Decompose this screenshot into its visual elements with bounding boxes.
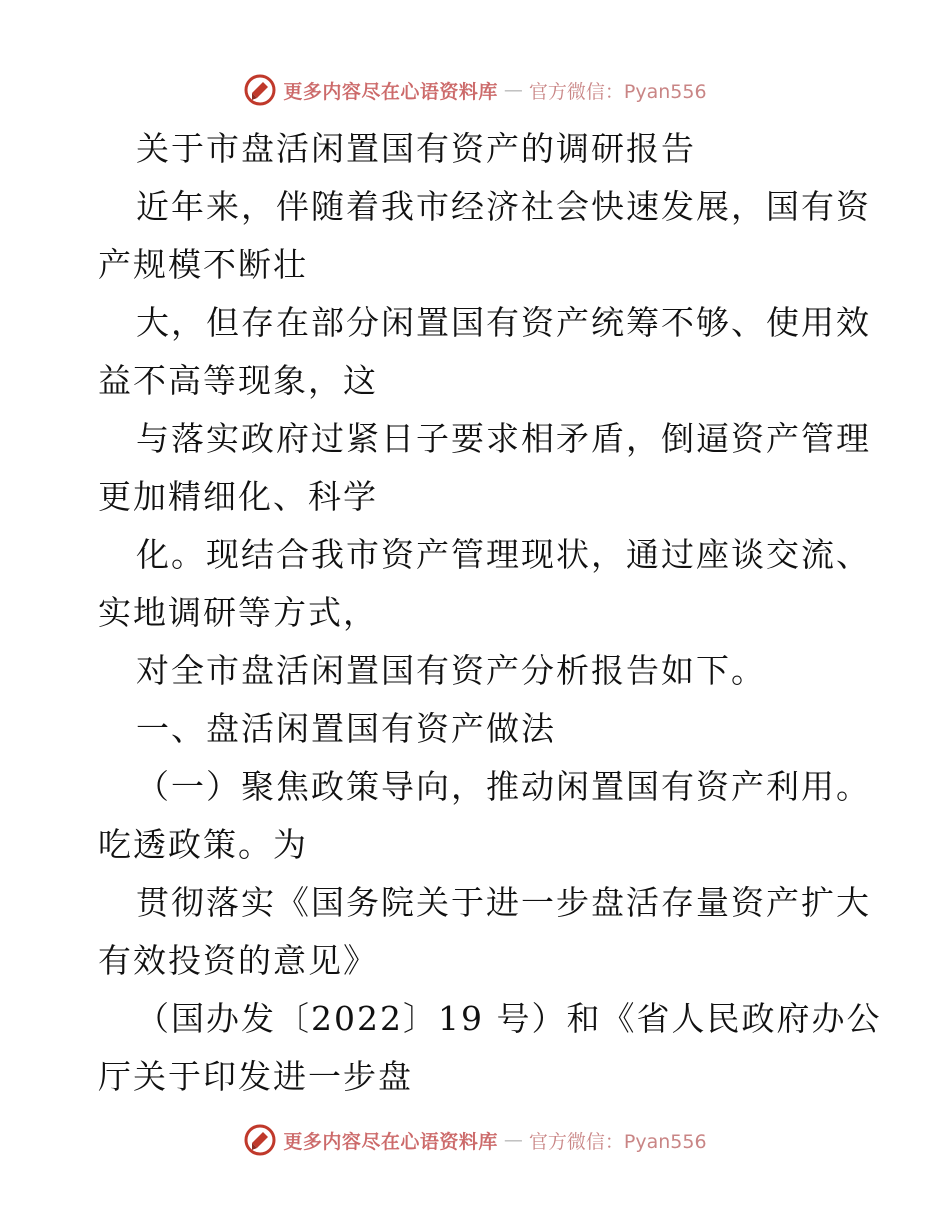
watermark-header (0, 68, 950, 112)
text-line: 厅关于印发进一步盘 (98, 1057, 413, 1096)
text-line: 大，但存在部分闲置国有资产统筹不够、使用效 (136, 303, 871, 342)
text-line: 有效投资的意见》 (98, 941, 378, 980)
watermark-dash: — (503, 1129, 523, 1151)
watermark-sub-text: 官方微信：Pyan556 (528, 80, 707, 103)
text-line: （一）聚焦政策导向，推动闲置国有资产利用。 (136, 767, 871, 806)
text-line: 关于市盘活闲置国有资产的调研报告 (136, 129, 696, 168)
watermark-logo-icon (243, 1123, 277, 1157)
text-line: 益不高等现象，这 (98, 361, 378, 400)
text-line: 与落实政府过紧日子要求相矛盾，倒逼资产管理 (136, 419, 871, 458)
text-line: 吃透政策。为 (98, 825, 308, 864)
watermark-footer (0, 1118, 950, 1162)
text-line: 化。现结合我市资产管理现状，通过座谈交流、 (136, 535, 871, 574)
text-line: 一、盘活闲置国有资产做法 (136, 709, 556, 748)
text-line: 更加精细化、科学 (98, 477, 378, 516)
text-line: 实地调研等方式， (98, 593, 378, 632)
watermark-main-text: 更多内容尽在心语资料库 (283, 80, 498, 103)
watermark-main-text: 更多内容尽在心语资料库 (283, 1130, 498, 1153)
text-line: （国办发〔2022〕19 号）和《省人民政府办公 (136, 999, 882, 1038)
watermark-sub-text: 官方微信：Pyan556 (528, 1130, 707, 1153)
text-line: 产规模不断壮 (98, 245, 308, 284)
watermark-dash: — (503, 79, 523, 101)
watermark-logo-icon (243, 73, 277, 107)
text-line: 贯彻落实《国务院关于进一步盘活存量资产扩大 (136, 883, 871, 922)
text-line: 对全市盘活闲置国有资产分析报告如下。 (136, 651, 766, 690)
document-body (98, 120, 882, 1106)
text-line: 近年来，伴随着我市经济社会快速发展，国有资 (136, 187, 871, 226)
